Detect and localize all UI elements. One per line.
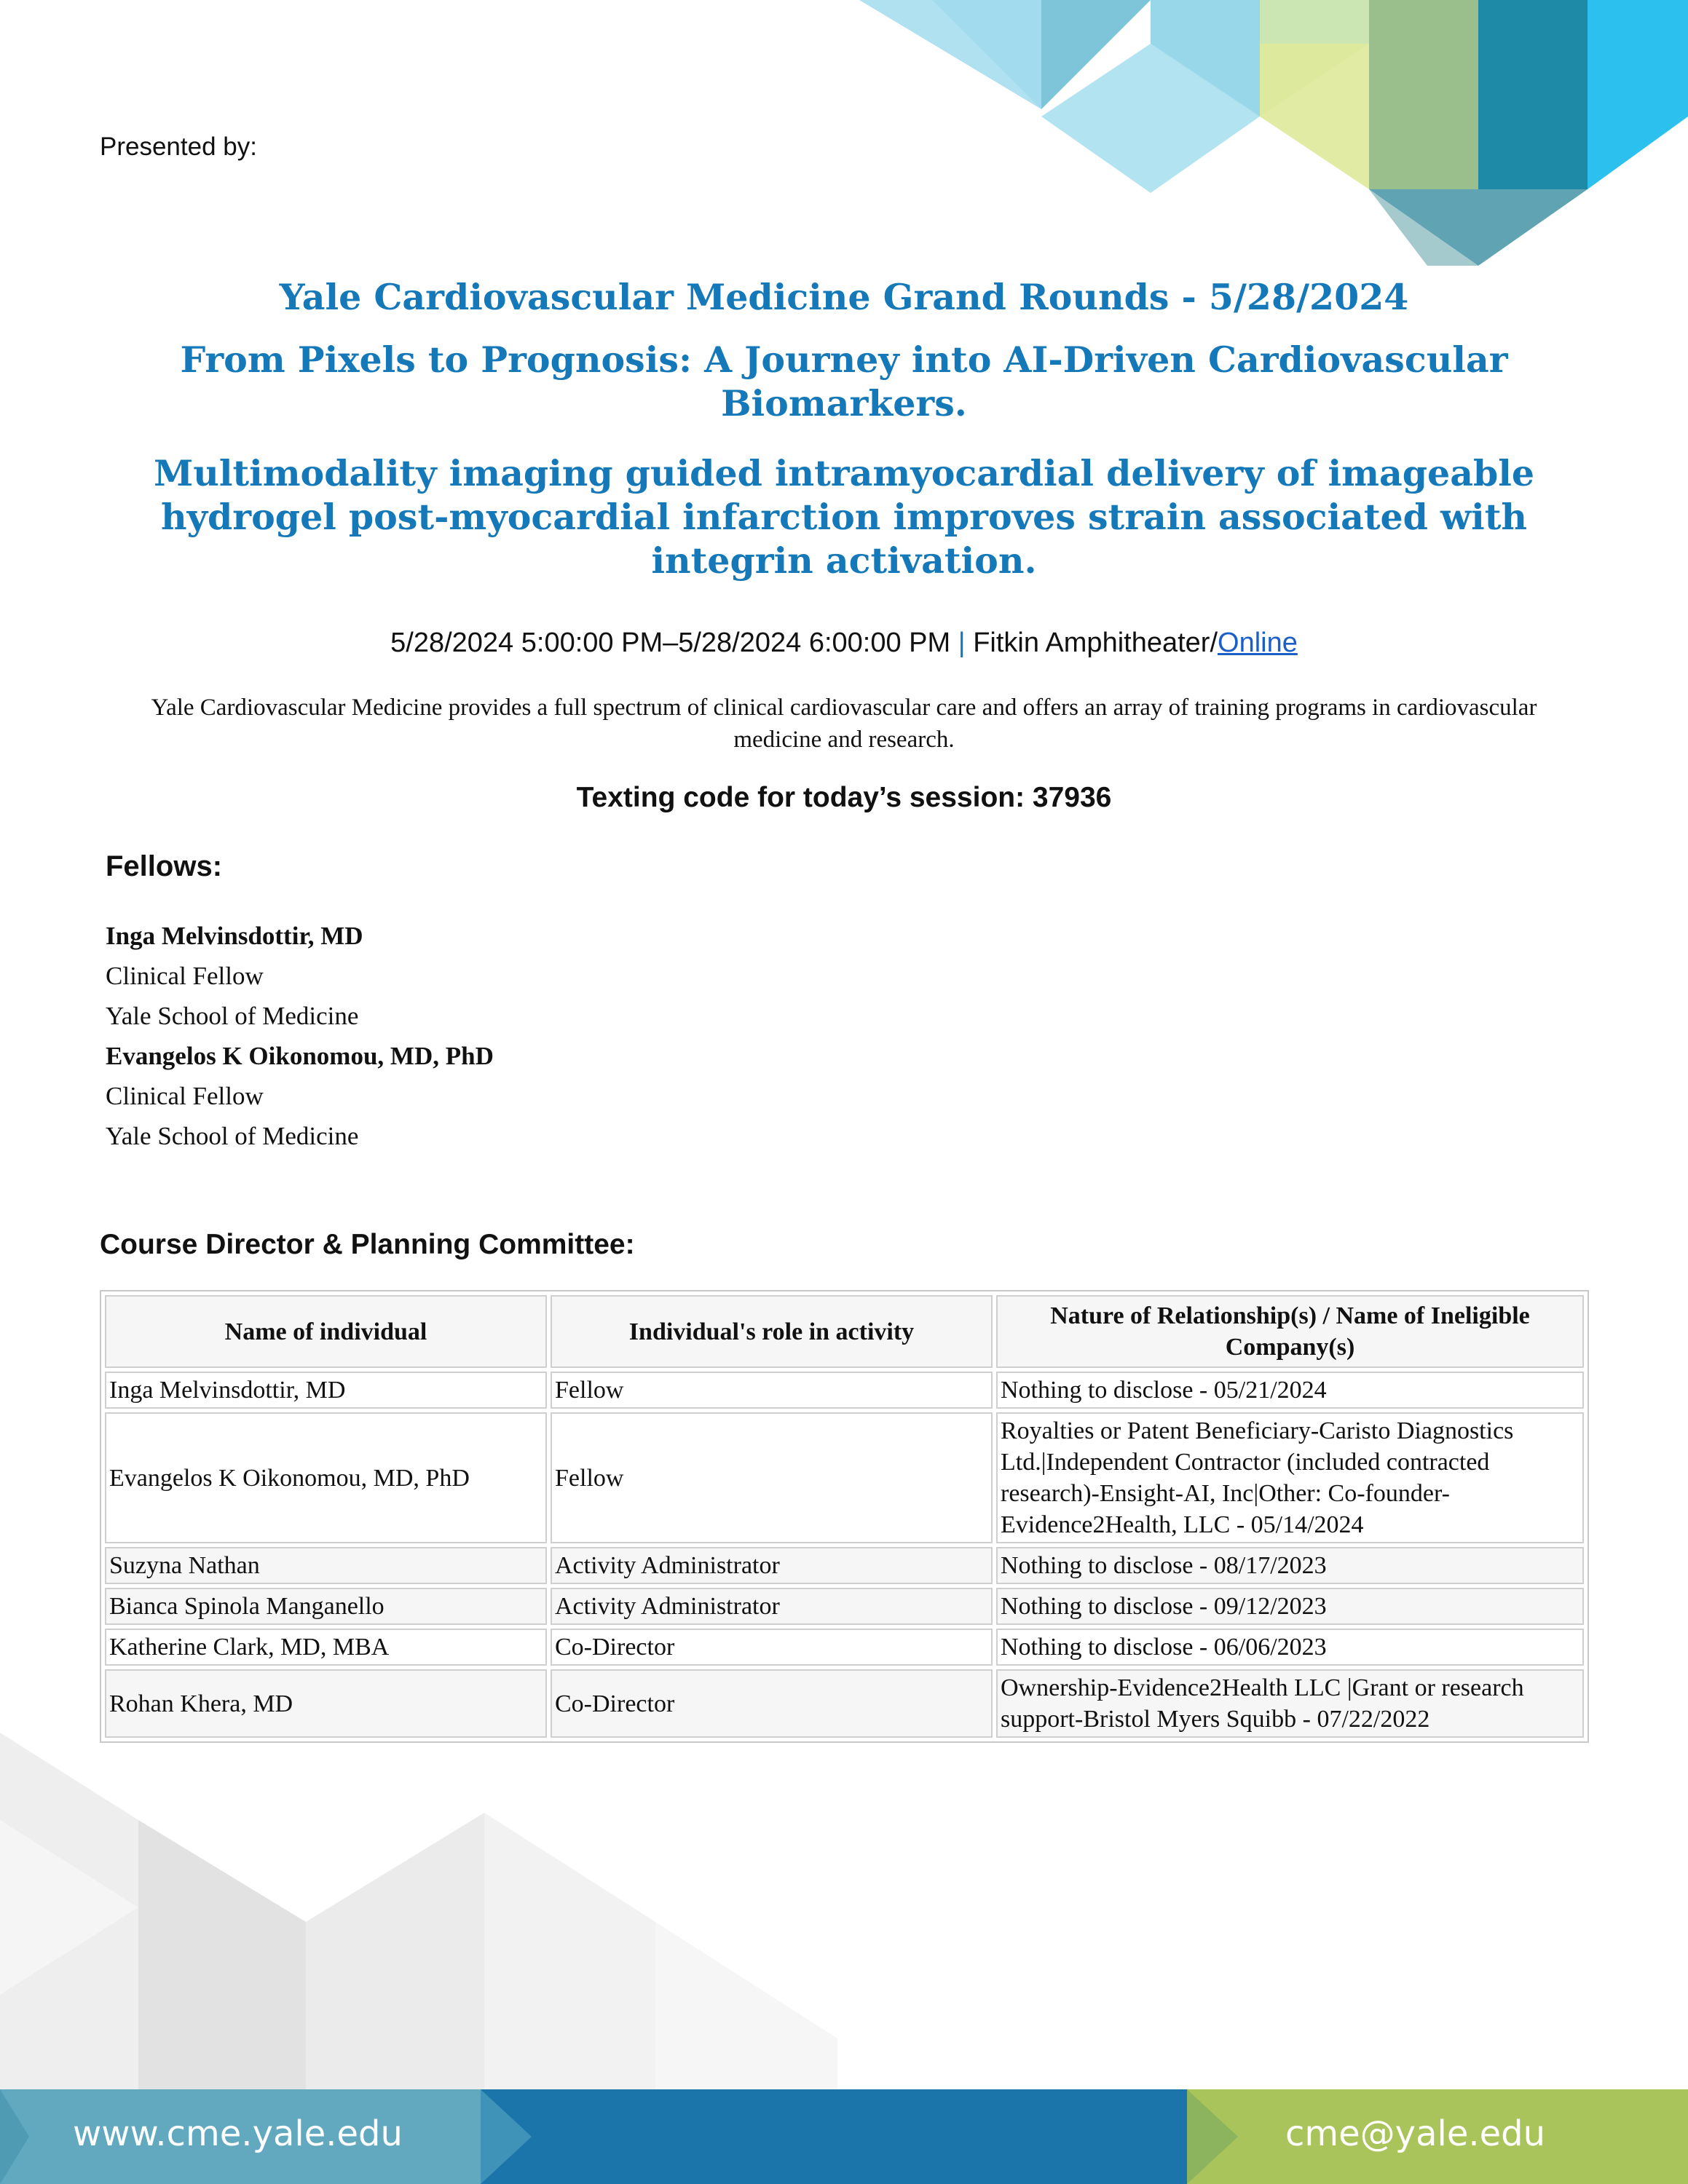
cell-role: Activity Administrator — [551, 1588, 993, 1625]
committee-heading: Course Director & Planning Committee: — [100, 1229, 635, 1260]
cell-role: Activity Administrator — [551, 1547, 993, 1584]
title-block — [131, 275, 1557, 582]
fellow-name: Inga Melvinsdottir, MD — [106, 922, 363, 950]
online-link[interactable]: Online — [1218, 628, 1298, 658]
table-row — [105, 1412, 1584, 1543]
committee-table — [100, 1290, 1589, 1743]
fellows-heading: Fellows: — [106, 850, 223, 882]
table-row — [105, 1629, 1584, 1666]
footer-email[interactable]: cme@yale.edu — [1285, 2113, 1546, 2154]
table-row — [105, 1669, 1584, 1738]
cell-name: Evangelos K Oikonomou, MD, PhD — [105, 1412, 547, 1543]
fellow-org: Yale School of Medicine — [106, 1122, 359, 1150]
event-datetime: 5/28/2024 5:00:00 PM–5/28/2024 6:00:00 PM — [390, 628, 951, 658]
cell-name: Katherine Clark, MD, MBA — [105, 1629, 547, 1666]
cell-role: Fellow — [551, 1372, 993, 1409]
fellows-list — [106, 916, 494, 1156]
table-header-row — [105, 1295, 1584, 1368]
fellow-org: Yale School of Medicine — [106, 1002, 359, 1030]
cell-relationship: Nothing to disclose - 06/06/2023 — [996, 1629, 1584, 1666]
cell-relationship: Nothing to disclose - 05/21/2024 — [996, 1372, 1584, 1409]
event-title: Yale Cardiovascular Medicine Grand Rounds - 5/28/2024 — [279, 276, 1409, 318]
cell-relationship: Nothing to disclose - 08/17/2023 — [996, 1547, 1584, 1584]
cell-relationship: Ownership-Evidence2Health LLC |Grant or research support-Bristol Myers Squibb - 07/22/2022 — [996, 1669, 1584, 1738]
cell-name: Rohan Khera, MD — [105, 1669, 547, 1738]
texting-code: Texting code for today’s session: 37936 — [576, 782, 1112, 813]
event-datetime-location — [0, 628, 1688, 659]
column-header: Individual's role in activity — [551, 1295, 993, 1368]
cell-relationship: Nothing to disclose - 09/12/2023 — [996, 1588, 1584, 1625]
table-row — [105, 1588, 1584, 1625]
cell-name: Suzyna Nathan — [105, 1547, 547, 1584]
fellow-title: Clinical Fellow — [106, 962, 264, 990]
column-header: Nature of Relationship(s) / Name of Ineligible Company(s) — [996, 1295, 1584, 1368]
footer-website[interactable]: www.cme.yale.edu — [73, 2113, 403, 2154]
cell-name: Bianca Spinola Manganello — [105, 1588, 547, 1625]
cell-name: Inga Melvinsdottir, MD — [105, 1372, 547, 1409]
table-row — [105, 1547, 1584, 1584]
cell-role: Fellow — [551, 1412, 993, 1543]
cell-relationship: Royalties or Patent Beneficiary-Caristo Diagnostics Ltd.|Independent Contractor (included contracted research)-Ensight-AI, Inc|Other: Co-founder-Evidence2Health, LLC - 05/14/2024 — [996, 1412, 1584, 1543]
talk-title-1: From Pixels to Prognosis: A Journey into AI-Driven Cardiovascular Biomarkers. — [180, 339, 1508, 424]
cell-role: Co-Director — [551, 1669, 993, 1738]
cell-role: Co-Director — [551, 1629, 993, 1666]
event-location: Fitkin Amphitheater/ — [973, 628, 1218, 658]
separator: | — [958, 628, 966, 658]
talk-title-2: Multimodality imaging guided intramyocardial delivery of imageable hydrogel post-myocardial infarction improves strain associated with integrin activation. — [153, 452, 1535, 582]
table-row — [105, 1372, 1584, 1409]
fellow-title: Clinical Fellow — [106, 1082, 264, 1110]
fellow-name: Evangelos K Oikonomou, MD, PhD — [106, 1042, 494, 1070]
column-header: Name of individual — [105, 1295, 547, 1368]
presented-by-label: Presented by: — [100, 132, 257, 161]
description: Yale Cardiovascular Medicine provides a full spectrum of clinical cardiovascular care and offers an array of training programs in cardiovascular medicine and research. — [151, 695, 1537, 753]
